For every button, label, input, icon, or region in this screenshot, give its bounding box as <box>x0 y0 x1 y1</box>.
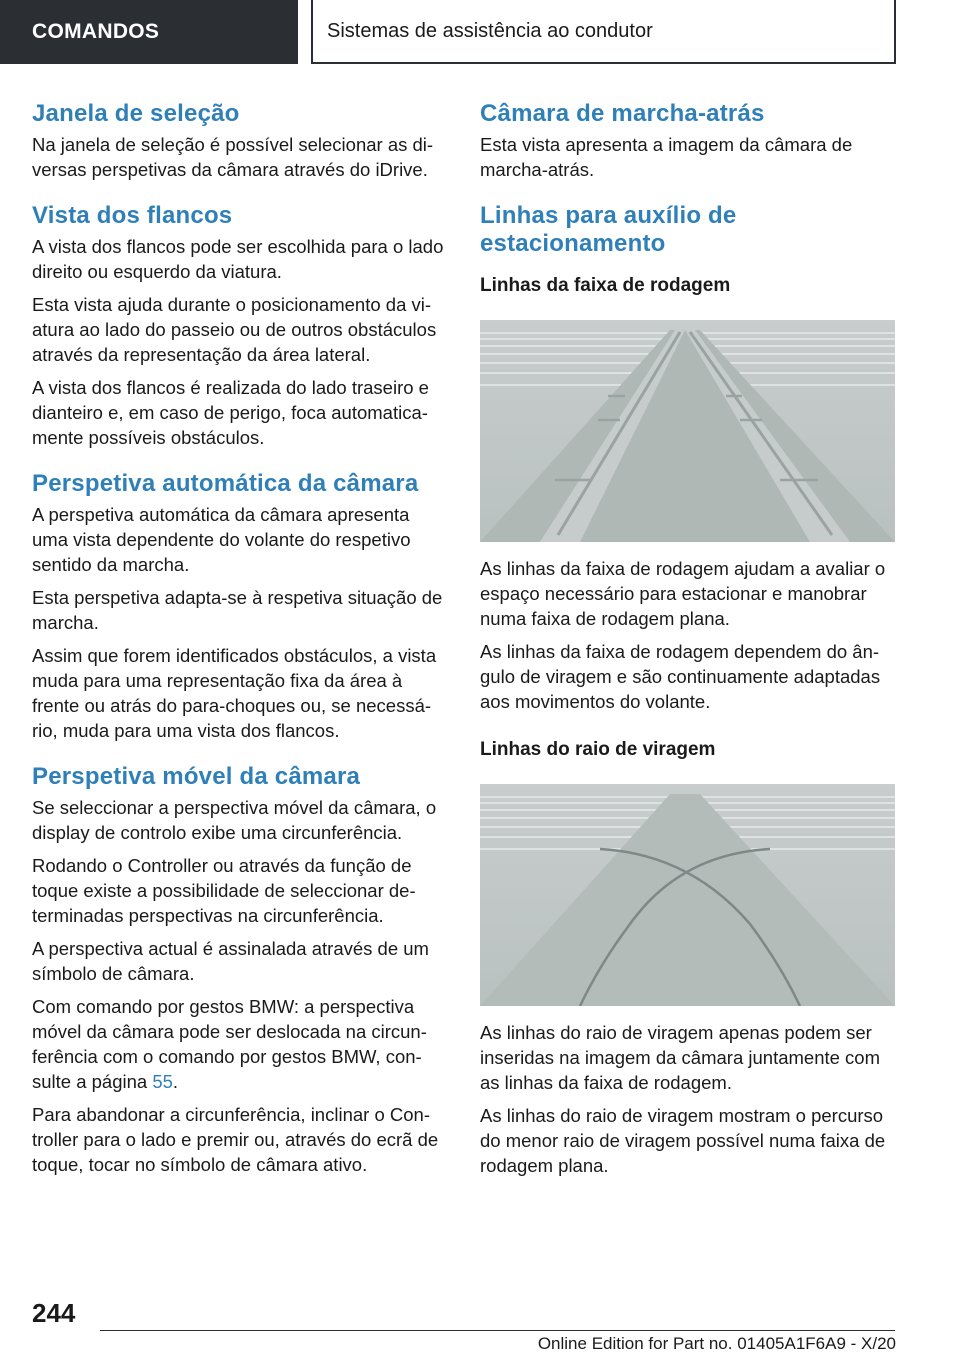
text: . <box>172 1071 179 1092</box>
edition-note: Online Edition for Part no. 01405A1F6A9 - X/20 <box>537 1334 896 1353</box>
paragraph: Esta vista ajuda durante o posicionamento da vi-atura ao lado do passeio ou de outros obstáculos através da representação da área lateral. <box>32 294 437 365</box>
heading-rear-camera: Câmara de marcha-atrás <box>480 100 765 127</box>
right-column <box>480 100 896 1186</box>
paragraph: Rodando o Controller ou através da função de toque existe a possibilidade de seleccionar de-terminadas perspectivas na circunferência. <box>32 855 416 926</box>
page-reference-link[interactable]: 55 <box>152 1071 173 1092</box>
paragraph: As linhas do raio de viragem apenas podem ser inseridas na imagem da câmara juntamente com as linhas da faixa de rodagem. <box>480 1022 880 1093</box>
page-number: 244 <box>32 1298 76 1328</box>
heading-parking-lines: Linhas para auxílio de estacionamento <box>480 202 737 257</box>
heading-automatic-perspective: Perspetiva automática da câmara <box>32 470 419 497</box>
left-column <box>32 100 448 1185</box>
turning-radius-illustration <box>480 784 895 1006</box>
heading-mobile-perspective: Perspetiva móvel da câmara <box>32 763 361 790</box>
subheading-turning-radius-lines: Linhas do raio de viragem <box>480 739 716 760</box>
footer-divider <box>100 1330 895 1331</box>
section-tab: COMANDOS <box>0 0 298 64</box>
heading-selection-window: Janela de seleção <box>32 100 240 127</box>
paragraph: A vista dos flancos é realizada do lado traseiro e dianteiro e, em caso de perigo, foca automatica-mente possíveis obstáculos. <box>32 377 429 448</box>
paragraph: Assim que forem identificados obstáculos, a vista muda para uma representação fixa da área à frente ou atrás do para-choques ou, se necessá-rio, muda para uma vista dos flancos. <box>32 645 437 741</box>
paragraph: Esta vista apresenta a imagem da câmara de marcha-atrás. <box>480 134 853 180</box>
heading-flank-view: Vista dos flancos <box>32 202 233 229</box>
paragraph: A vista dos flancos pode ser escolhida para o lado direito ou esquerdo da viatura. <box>32 236 444 282</box>
lane-lines-illustration <box>480 320 895 542</box>
paragraph: As linhas do raio de viragem mostram o percurso do menor raio de viragem possível numa faixa de rodagem plana. <box>480 1105 886 1176</box>
page-header <box>0 0 960 66</box>
paragraph: Para abandonar a circunferência, inclinar o Con-troller para o lado e premir ou, através do ecrã de toque, tocar no símbolo de câmara ativo. <box>32 1104 439 1175</box>
paragraph: A perspetiva automática da câmara apresenta uma vista dependente do volante do respetivo sentido da marcha. <box>32 504 411 575</box>
paragraph: As linhas da faixa de rodagem dependem do ân-gulo de viragem e são continuamente adaptadas aos movimentos do volante. <box>480 641 881 712</box>
paragraph: As linhas da faixa de rodagem ajudam a avaliar o espaço necessário para estacionar e manobrar numa faixa de rodagem plana. <box>480 558 886 629</box>
paragraph: Na janela de seleção é possível selecionar as di-versas perspetivas da câmara através do iDrive. <box>32 134 434 180</box>
subheading-lane-lines: Linhas da faixa de rodagem <box>480 275 731 296</box>
paragraph: Se seleccionar a perspectiva móvel da câmara, o display de controlo exibe uma circunferência. <box>32 797 437 843</box>
text: Com comando por gestos BMW: a perspectiva móvel da câmara pode ser deslocada na circun-ferência com o comando por gestos BMW, con-sulte a página <box>32 996 427 1092</box>
paragraph: Esta perspetiva adapta-se à respetiva situação de marcha. <box>32 587 443 633</box>
paragraph: A perspectiva actual é assinalada através de um símbolo de câmara. <box>32 938 429 984</box>
chapter-title: Sistemas de assistência ao condutor <box>311 0 896 64</box>
paragraph-with-page-reference <box>32 994 448 1094</box>
